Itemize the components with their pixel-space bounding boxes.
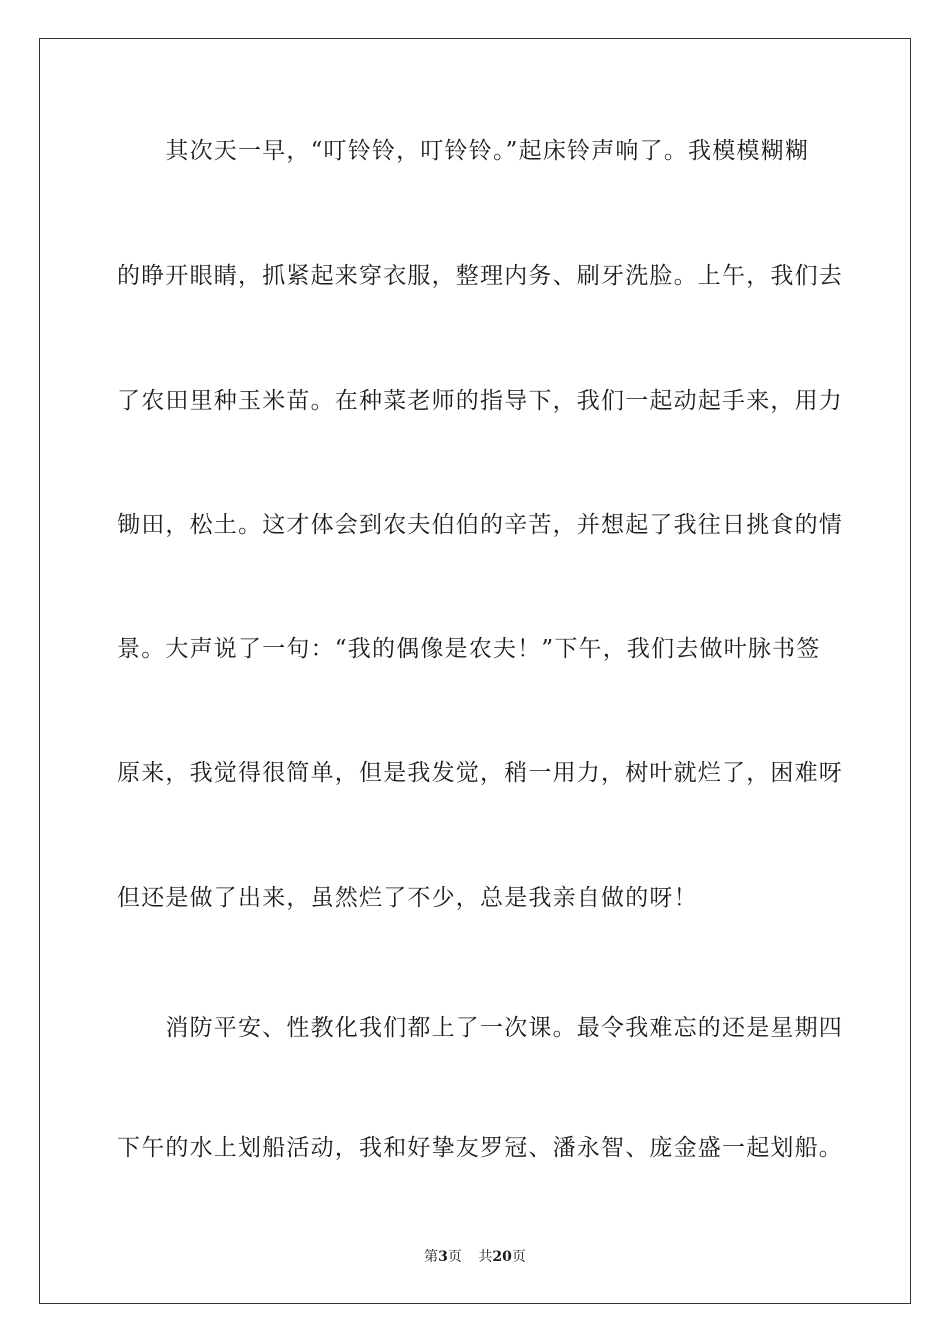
text-line: 锄田，松土。这才体会到农夫伯伯的辛苦，并想起了我往日挑食的情 <box>117 512 843 538</box>
text-line: 了农田里种玉米苗。在种菜老师的指导下，我们一起动起手来，用力 <box>117 388 843 414</box>
page-number: 3 <box>438 1249 448 1265</box>
text-line: 但还是做了出来，虽然烂了不少，总是我亲自做的呀！ <box>117 885 698 911</box>
page-number-label: 第3页 <box>424 1249 462 1265</box>
text-line: 景。大声说了一句：“我的偶像是农夫！”下午，我们去做叶脉书签 <box>117 636 821 662</box>
total-pages: 20 <box>492 1249 512 1265</box>
text-line: 下午的水上划船活动，我和好挚友罗冠、潘永智、庞金盛一起划船。 <box>117 1135 843 1161</box>
text-line: 消防平安、性教化我们都上了一次课。最令我难忘的还是星期四 <box>117 1015 843 1041</box>
total-pages-label: 共20页 <box>478 1249 526 1265</box>
page-footer <box>0 1248 950 1266</box>
text-line: 其次天一早，“叮铃铃，叮铃铃。”起床铃声响了。我模模糊糊 <box>117 138 810 164</box>
text-line: 原来，我觉得很简单，但是我发觉，稍一用力，树叶就烂了，困难呀 <box>117 760 843 786</box>
page-border <box>39 38 911 1304</box>
text-line: 的睁开眼睛，抓紧起来穿衣服，整理内务、刷牙洗脸。上午，我们去 <box>117 263 843 289</box>
